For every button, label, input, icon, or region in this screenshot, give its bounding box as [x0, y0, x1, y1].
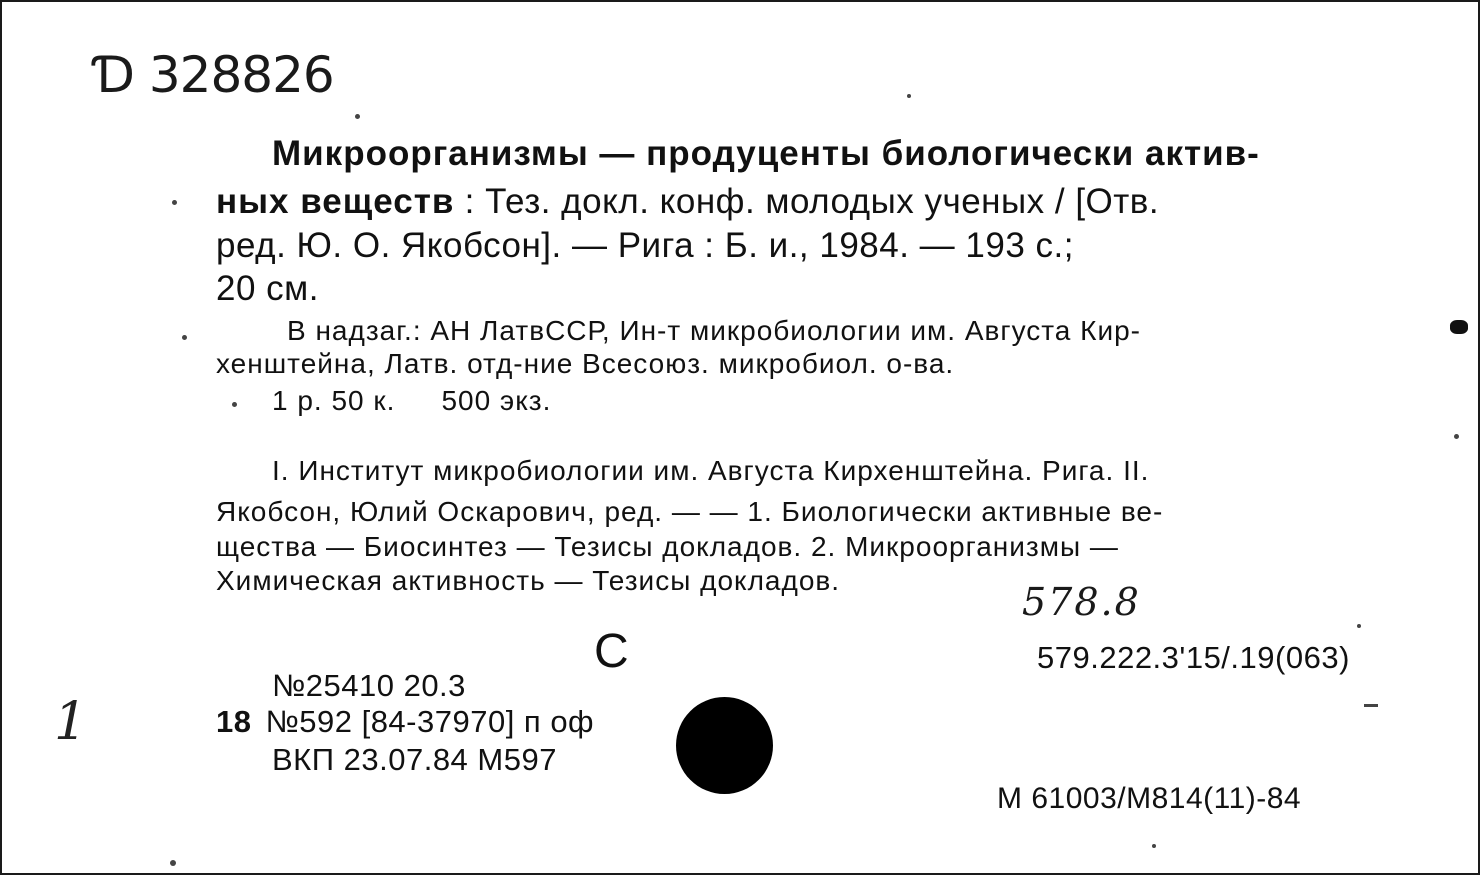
ink-speck: [1450, 320, 1468, 334]
tracing-line-3: щества — Биосинтез — Тезисы докладов. 2. Микроорганизмы —: [216, 531, 1119, 562]
reference-line-2: [216, 704, 594, 740]
note-line-1: В надзаг.: АН ЛатвССР, Ин-т микробиологии им. Августа Кир-: [287, 315, 1142, 346]
ink-speck: [1152, 844, 1156, 848]
ink-speck: [1357, 624, 1361, 628]
title-line-1: [272, 134, 1260, 174]
ink-speck: [1454, 434, 1459, 439]
title-bold-part: Микроорганизмы — продуценты биологически актив-: [272, 134, 1260, 173]
publication-line: ред. Ю. О. Якобсон]. — Рига : Б. и., 1984. — 193 с.;: [216, 226, 1074, 265]
title-bold-part: ных веществ: [216, 182, 455, 221]
ink-speck: [182, 335, 187, 340]
note-line-2: хенштейна, Латв. отд-ние Всесоюз. микробиол. о-ва.: [216, 348, 955, 379]
ink-speck: [355, 114, 360, 119]
title-statement: : Тез. докл. конф. молодых ученых / [Отв.: [454, 182, 1160, 221]
handwritten-code: 578.8: [1022, 580, 1141, 624]
price: 1 р. 50 к.: [272, 385, 396, 416]
reference-number: №592 [84-37970] п оф: [265, 704, 595, 739]
reference-prefix: 18: [216, 704, 252, 739]
letter-mark: С: [594, 625, 629, 678]
ink-speck: [172, 200, 177, 205]
tracing-line-1: I. Институт микробиологии им. Августа Кирхенштейна. Рига. II.: [272, 455, 1150, 486]
price-line: [272, 385, 551, 417]
tracing-line-4: Химическая активность — Тезисы докладов.: [216, 565, 841, 596]
ink-speck: [1364, 704, 1378, 707]
title-line-2: [216, 182, 1159, 222]
order-number: М 61003/М814(11)-84: [997, 782, 1302, 815]
ink-speck: [170, 860, 176, 866]
ink-speck: [907, 94, 911, 98]
ink-speck: [232, 402, 237, 407]
tracing-line-2: Якобсон, Юлий Оскарович, ред. — — 1. Биологически активные ве-: [216, 496, 1164, 527]
punch-hole: [676, 697, 773, 794]
reference-line-1: №25410 20.3: [272, 668, 466, 703]
call-number: Ɗ 328826: [94, 46, 334, 104]
dimensions-line: 20 см.: [216, 269, 319, 308]
margin-mark: 1: [54, 692, 88, 752]
copies: 500 экз.: [441, 385, 552, 416]
reference-line-3: ВКП 23.07.84 М597: [272, 742, 557, 777]
udc-code: 579.222.3'15/.19(063): [1037, 640, 1350, 675]
